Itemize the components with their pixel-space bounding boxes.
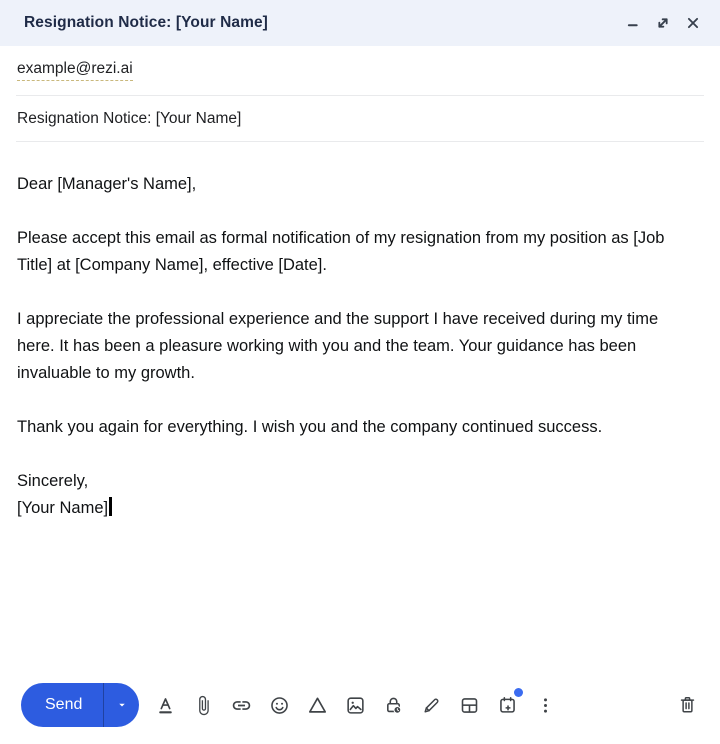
send-options-arrow-icon[interactable] xyxy=(103,683,139,727)
attach-files-icon[interactable] xyxy=(184,686,222,724)
recipient-field[interactable] xyxy=(0,46,720,95)
notification-dot xyxy=(514,688,523,697)
subject-field[interactable] xyxy=(0,96,720,141)
body-paragraph: Dear [Manager's Name], xyxy=(17,175,197,193)
calendar-event-icon[interactable] xyxy=(488,686,526,724)
confidential-mode-icon[interactable] xyxy=(374,686,412,724)
body-paragraph: I appreciate the professional experience and the support I have received during my time here. It has been a pleasure working with you and the team. Your guidance has been invaluable to my growth. xyxy=(17,310,659,382)
subject-text: Resignation Notice: [Your Name] xyxy=(17,109,242,127)
compose-toolbar xyxy=(0,682,720,728)
close-icon[interactable] xyxy=(680,10,706,36)
more-options-icon[interactable] xyxy=(526,686,564,724)
google-drive-icon[interactable] xyxy=(298,686,336,724)
recipient-address: example@rezi.ai xyxy=(17,60,133,81)
formatting-options-icon[interactable] xyxy=(146,686,184,724)
window-controls xyxy=(620,10,706,36)
compose-titlebar xyxy=(0,0,720,46)
body-paragraph: Please accept this email as formal notification of my resignation from my position as [Job Title] at [Company Name], effective [Date]. xyxy=(17,229,665,274)
signature-pen-icon[interactable] xyxy=(412,686,450,724)
text-cursor xyxy=(109,497,112,516)
message-body-editor[interactable] xyxy=(0,142,720,522)
discard-draft-trash-icon[interactable] xyxy=(668,686,706,724)
layouts-icon[interactable] xyxy=(450,686,488,724)
insert-emoji-icon[interactable] xyxy=(260,686,298,724)
send-split-button xyxy=(21,683,139,727)
signature-block xyxy=(17,468,690,522)
popout-icon[interactable] xyxy=(650,10,676,36)
compose-title: Resignation Notice: [Your Name] xyxy=(24,14,268,31)
send-button[interactable]: Send xyxy=(21,683,103,727)
body-paragraph: Sincerely, xyxy=(17,472,89,490)
minimize-icon[interactable] xyxy=(620,10,646,36)
body-paragraph: [Your Name] xyxy=(17,495,677,522)
insert-photo-icon[interactable] xyxy=(336,686,374,724)
body-paragraph: Thank you again for everything. I wish you and the company continued success. xyxy=(17,418,603,436)
insert-link-icon[interactable] xyxy=(222,686,260,724)
